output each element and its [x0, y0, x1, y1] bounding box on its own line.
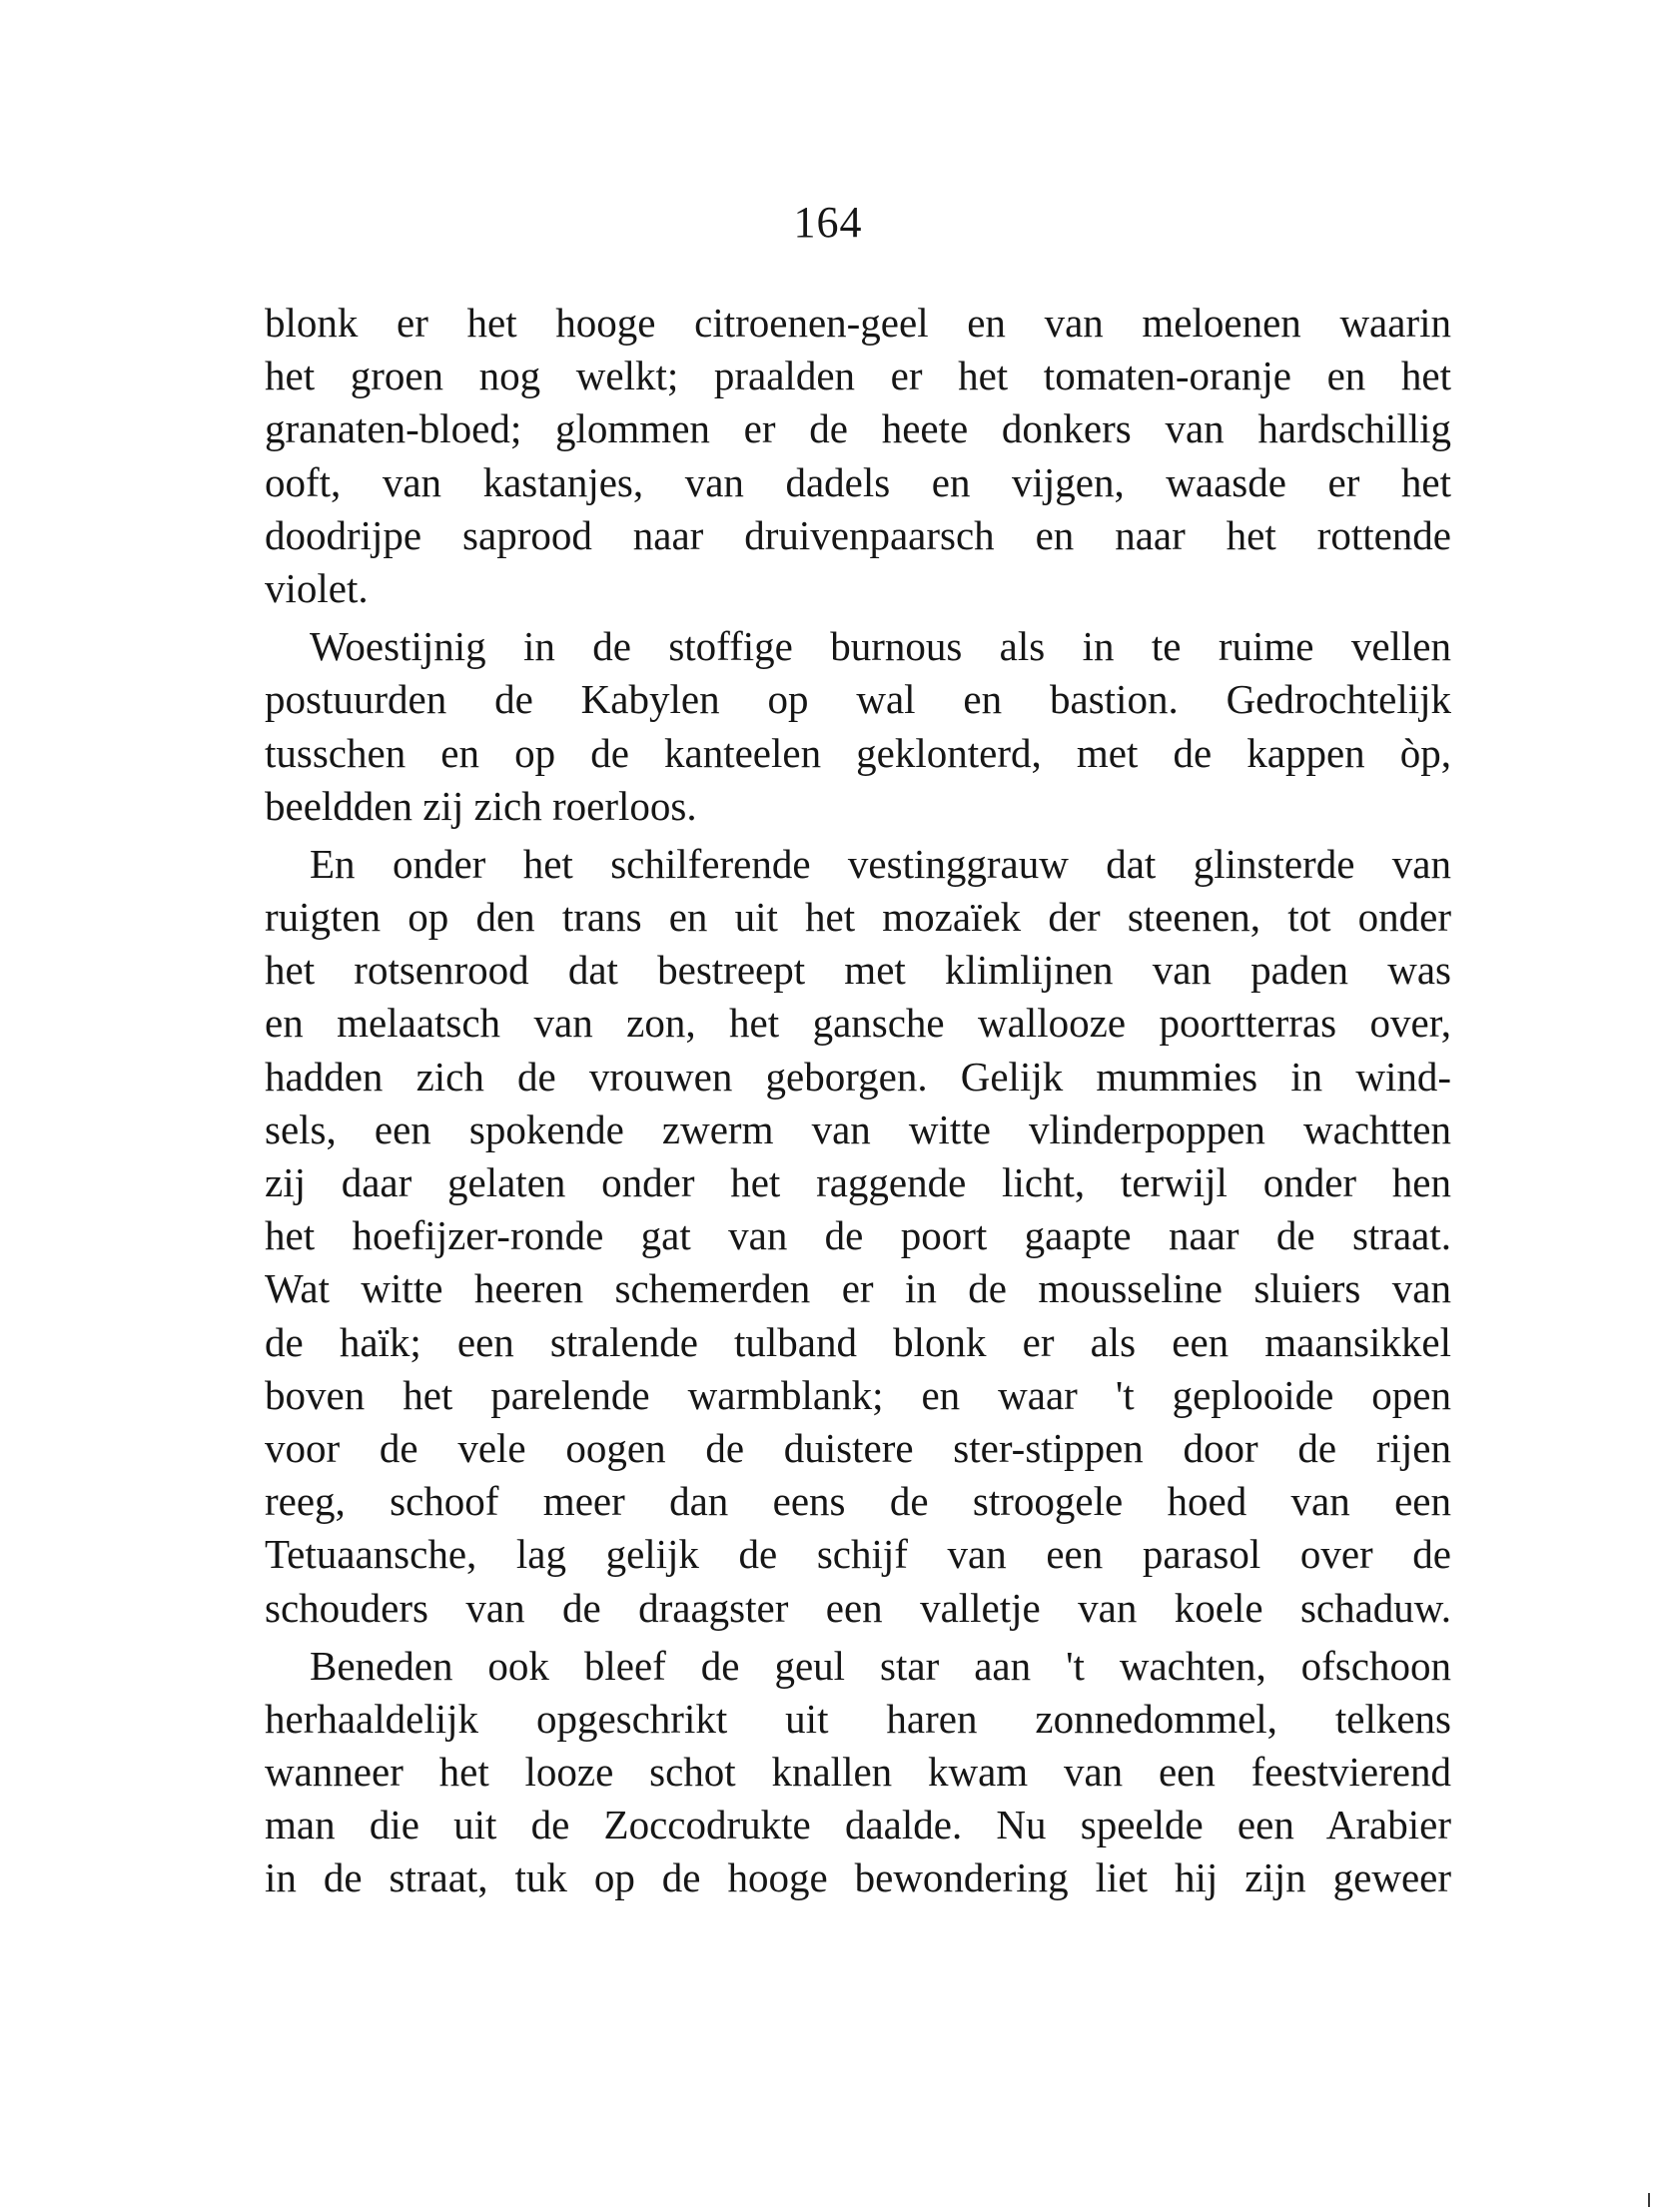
text-line: granaten-bloed; glommen er de heete donkers van hardschillig — [265, 405, 1451, 452]
text-line: En onder het schilferende vestinggrauw dat glinsterde van — [310, 840, 1451, 887]
text-line: het rotsenrood dat bestreept met klimlijnen van paden was — [265, 947, 1451, 994]
text-line: ruigten op den trans en uit het mozaïek der steenen, tot onder — [265, 894, 1451, 941]
text-line: Beneden ook bleef de geul star aan 't wachten, ofschoon — [310, 1642, 1451, 1689]
body-text — [265, 297, 1451, 1905]
text-line: ooft, van kastanjes, van dadels en vijgen, waasde er het — [265, 458, 1451, 505]
text-line: blonk er het hooge citroenen-geel en van meloenen waarin — [265, 300, 1451, 346]
text-line: en melaatsch van zon, het gansche wallooze poortterras over, — [265, 1000, 1451, 1047]
paragraph-1 — [265, 297, 1451, 615]
text-line: beeldden zij zich roerloos. — [265, 782, 697, 829]
text-line: herhaaldelijk opgeschrikt uit haren zonnedommel, telkens — [265, 1695, 1451, 1742]
paragraph-3 — [265, 838, 1451, 1635]
text-line: schouders van de draagster een valletje van koele schaduw. — [265, 1584, 1451, 1631]
paragraph-4 — [265, 1640, 1451, 1905]
text-line: het hoefijzer-ronde gat van de poort gaapte naar de straat. — [265, 1212, 1451, 1259]
text-line: de haïk; een stralende tulband blonk er als een maansikkel — [265, 1318, 1451, 1365]
paragraph-2 — [265, 620, 1451, 833]
text-line: man die uit de Zoccodrukte daalde. Nu speelde een Arabier — [265, 1802, 1451, 1848]
text-line: sels, een spokende zwerm van witte vlinderpoppen wachtten — [265, 1106, 1451, 1152]
text-line: tusschen en op de kanteelen geklonterd, met de kappen òp, — [265, 729, 1451, 776]
scan-edge-mark — [1648, 2193, 1650, 2207]
text-line: postuurden de Kabylen op wal en bastion. Gedrochtelijk — [265, 676, 1451, 723]
text-line: doodrijpe saprood naar druivenpaarsch en naar het rottende — [265, 511, 1451, 558]
text-line: hadden zich de vrouwen geborgen. Gelijk mummies in wind- — [265, 1053, 1451, 1100]
text-line: violet. — [265, 564, 369, 611]
text-line: reeg, schoof meer dan eens de stroogele hoed van een — [265, 1478, 1451, 1525]
text-line: boven het parelende warmblank; en waar 't geplooide open — [265, 1371, 1451, 1418]
text-line: in de straat, tuk op de hooge bewondering liet hij zijn geweer — [265, 1854, 1451, 1901]
text-line: voor de vele oogen de duistere ster-stippen door de rijen — [265, 1424, 1451, 1471]
text-line: zij daar gelaten onder het raggende licht, terwijl onder hen — [265, 1159, 1451, 1205]
text-line: Woestijnig in de stoffige burnous als in te ruime vellen — [310, 623, 1451, 670]
text-line: wanneer het looze schot knallen kwam van een feestvierend — [265, 1749, 1451, 1796]
text-line: Tetuaansche, lag gelijk de schijf van een parasol over de — [265, 1531, 1451, 1578]
page-number: 164 — [793, 198, 863, 247]
text-line: het groen nog welkt; praalden er het tomaten-oranje en het — [265, 353, 1451, 399]
text-line: Wat witte heeren schemerden er in de mousseline sluiers van — [265, 1265, 1451, 1312]
